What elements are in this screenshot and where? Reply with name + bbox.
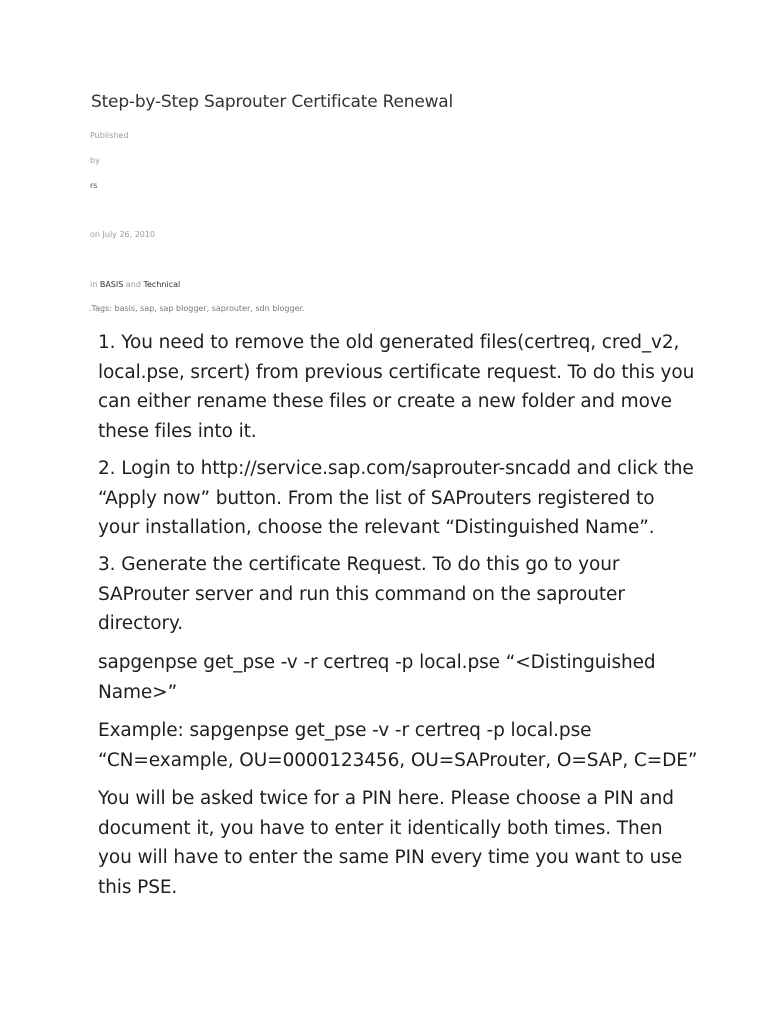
category-line	[90, 280, 180, 289]
step-3-paragraph: 3. Generate the certificate Request. To do this go to your SAProuter server and run this command on the saprouter directory.	[98, 554, 625, 634]
step-2-paragraph: 2. Login to http://service.sap.com/saprouter-sncadd and click the “Apply now” button. From the list of SAProuters registered to your installation, choose the relevant “Distinguished Name”.	[98, 458, 694, 538]
category-link-technical[interactable]: Technical	[143, 280, 181, 289]
tags-line: .Tags: basis, sap, sap blogger, saprouter, sdn blogger.	[89, 304, 305, 313]
category-link-basis[interactable]: BASIS	[99, 280, 124, 289]
step-1-paragraph: 1. You need to remove the old generated files(certreq, cred_v2, local.pse, srcert) from previous certificate request. To do this you can either rename these files or create a new folder and move these files into it.	[98, 332, 695, 442]
published-label: Published	[90, 131, 129, 140]
publish-date: on July 26, 2010	[90, 230, 156, 239]
by-label: by	[90, 156, 100, 165]
example-paragraph: Example: sapgenpse get_pse -v -r certreq -p local.pse “CN=example, OU=0000123456, OU=SAProuter, O=SAP, C=DE”	[98, 720, 698, 771]
page-title: Step-by-Step Saprouter Certificate Renewal	[91, 92, 454, 112]
author-name[interactable]: rs	[90, 181, 98, 190]
in-label: in	[90, 280, 98, 289]
pin-note-paragraph: You will be asked twice for a PIN here. Please choose a PIN and document it, you have to enter it identically both times. Then you will have to enter the same PIN every time you want to use this PSE.	[98, 788, 683, 898]
command-paragraph: sapgenpse get_pse -v -r certreq -p local.pse “<Distinguished Name>”	[98, 652, 656, 703]
and-label: and	[125, 280, 141, 289]
